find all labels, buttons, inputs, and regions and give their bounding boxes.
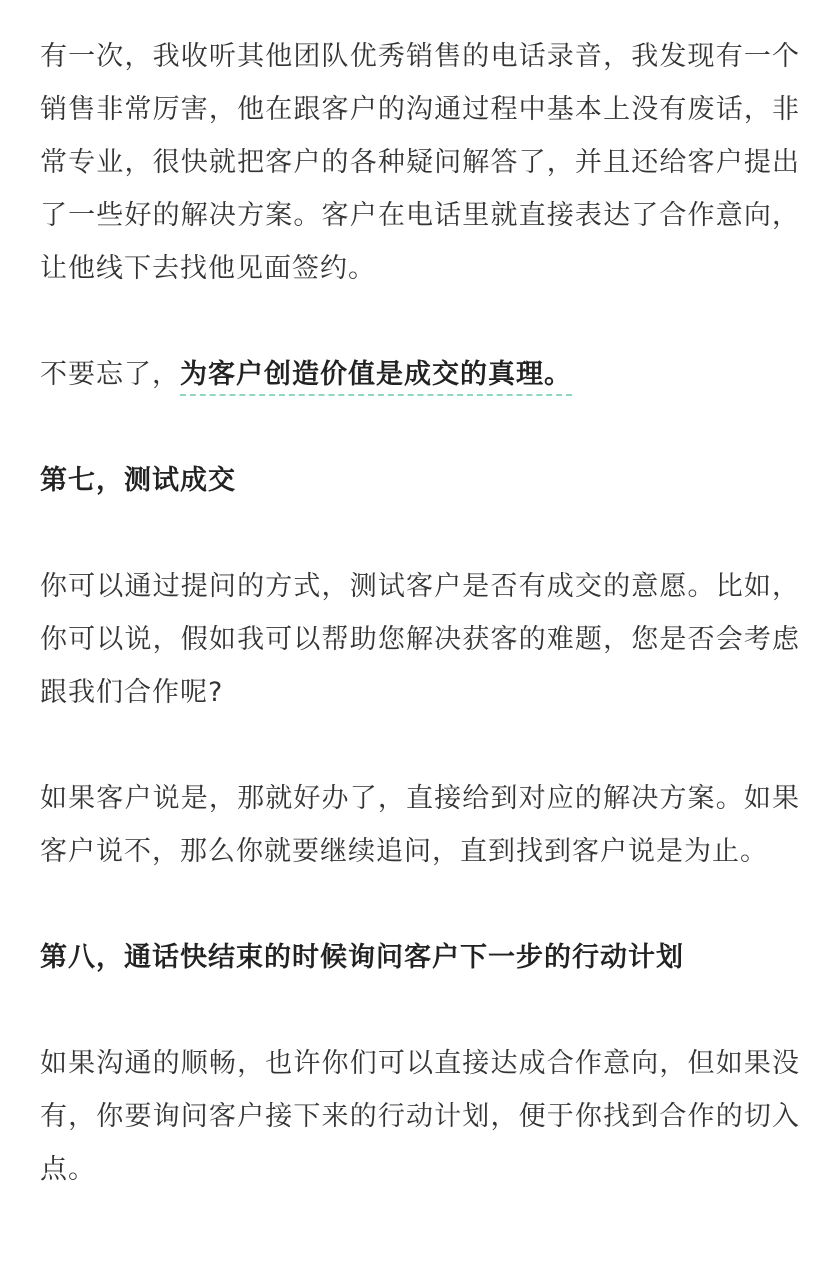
section-heading-seven: 第七，测试成交	[40, 465, 236, 496]
paragraph-value-creation	[40, 348, 800, 401]
paragraph-test-close: 你可以通过提问的方式，测试客户是否有成交的意愿。比如，你可以说，假如我可以帮助您解决获客的难题，您是否会考虑跟我们合作呢?	[40, 571, 800, 708]
paragraph-prefix: 不要忘了，	[40, 359, 180, 390]
paragraph-customer-response: 如果客户说是，那就好办了，直接给到对应的解决方案。如果客户说不，那么你就要继续追问，直到找到客户说是为止。	[40, 783, 800, 867]
emphasis-text: 为客户创造价值是成交的真理。	[180, 359, 572, 396]
section-heading-eight: 第八，通话快结束的时候询问客户下一步的行动计划	[40, 942, 684, 973]
spacer	[40, 507, 800, 560]
spacer	[40, 295, 800, 348]
spacer	[40, 984, 800, 1037]
spacer	[40, 719, 800, 772]
paragraph-action-plan: 如果沟通的顺畅，也许你们可以直接达成合作意向，但如果没有，你要询问客户接下来的行动计划，便于你找到合作的切入点。	[40, 1048, 800, 1185]
spacer	[40, 878, 800, 931]
article-body	[40, 30, 800, 1196]
spacer	[40, 401, 800, 454]
paragraph-sales-recording: 有一次，我收听其他团队优秀销售的电话录音，我发现有一个销售非常厉害，他在跟客户的沟通过程中基本上没有废话，非常专业，很快就把客户的各种疑问解答了，并且还给客户提出了一些好的解决方案。客户在电话里就直接表达了合作意向，让他线下去找他见面签约。	[40, 41, 800, 284]
